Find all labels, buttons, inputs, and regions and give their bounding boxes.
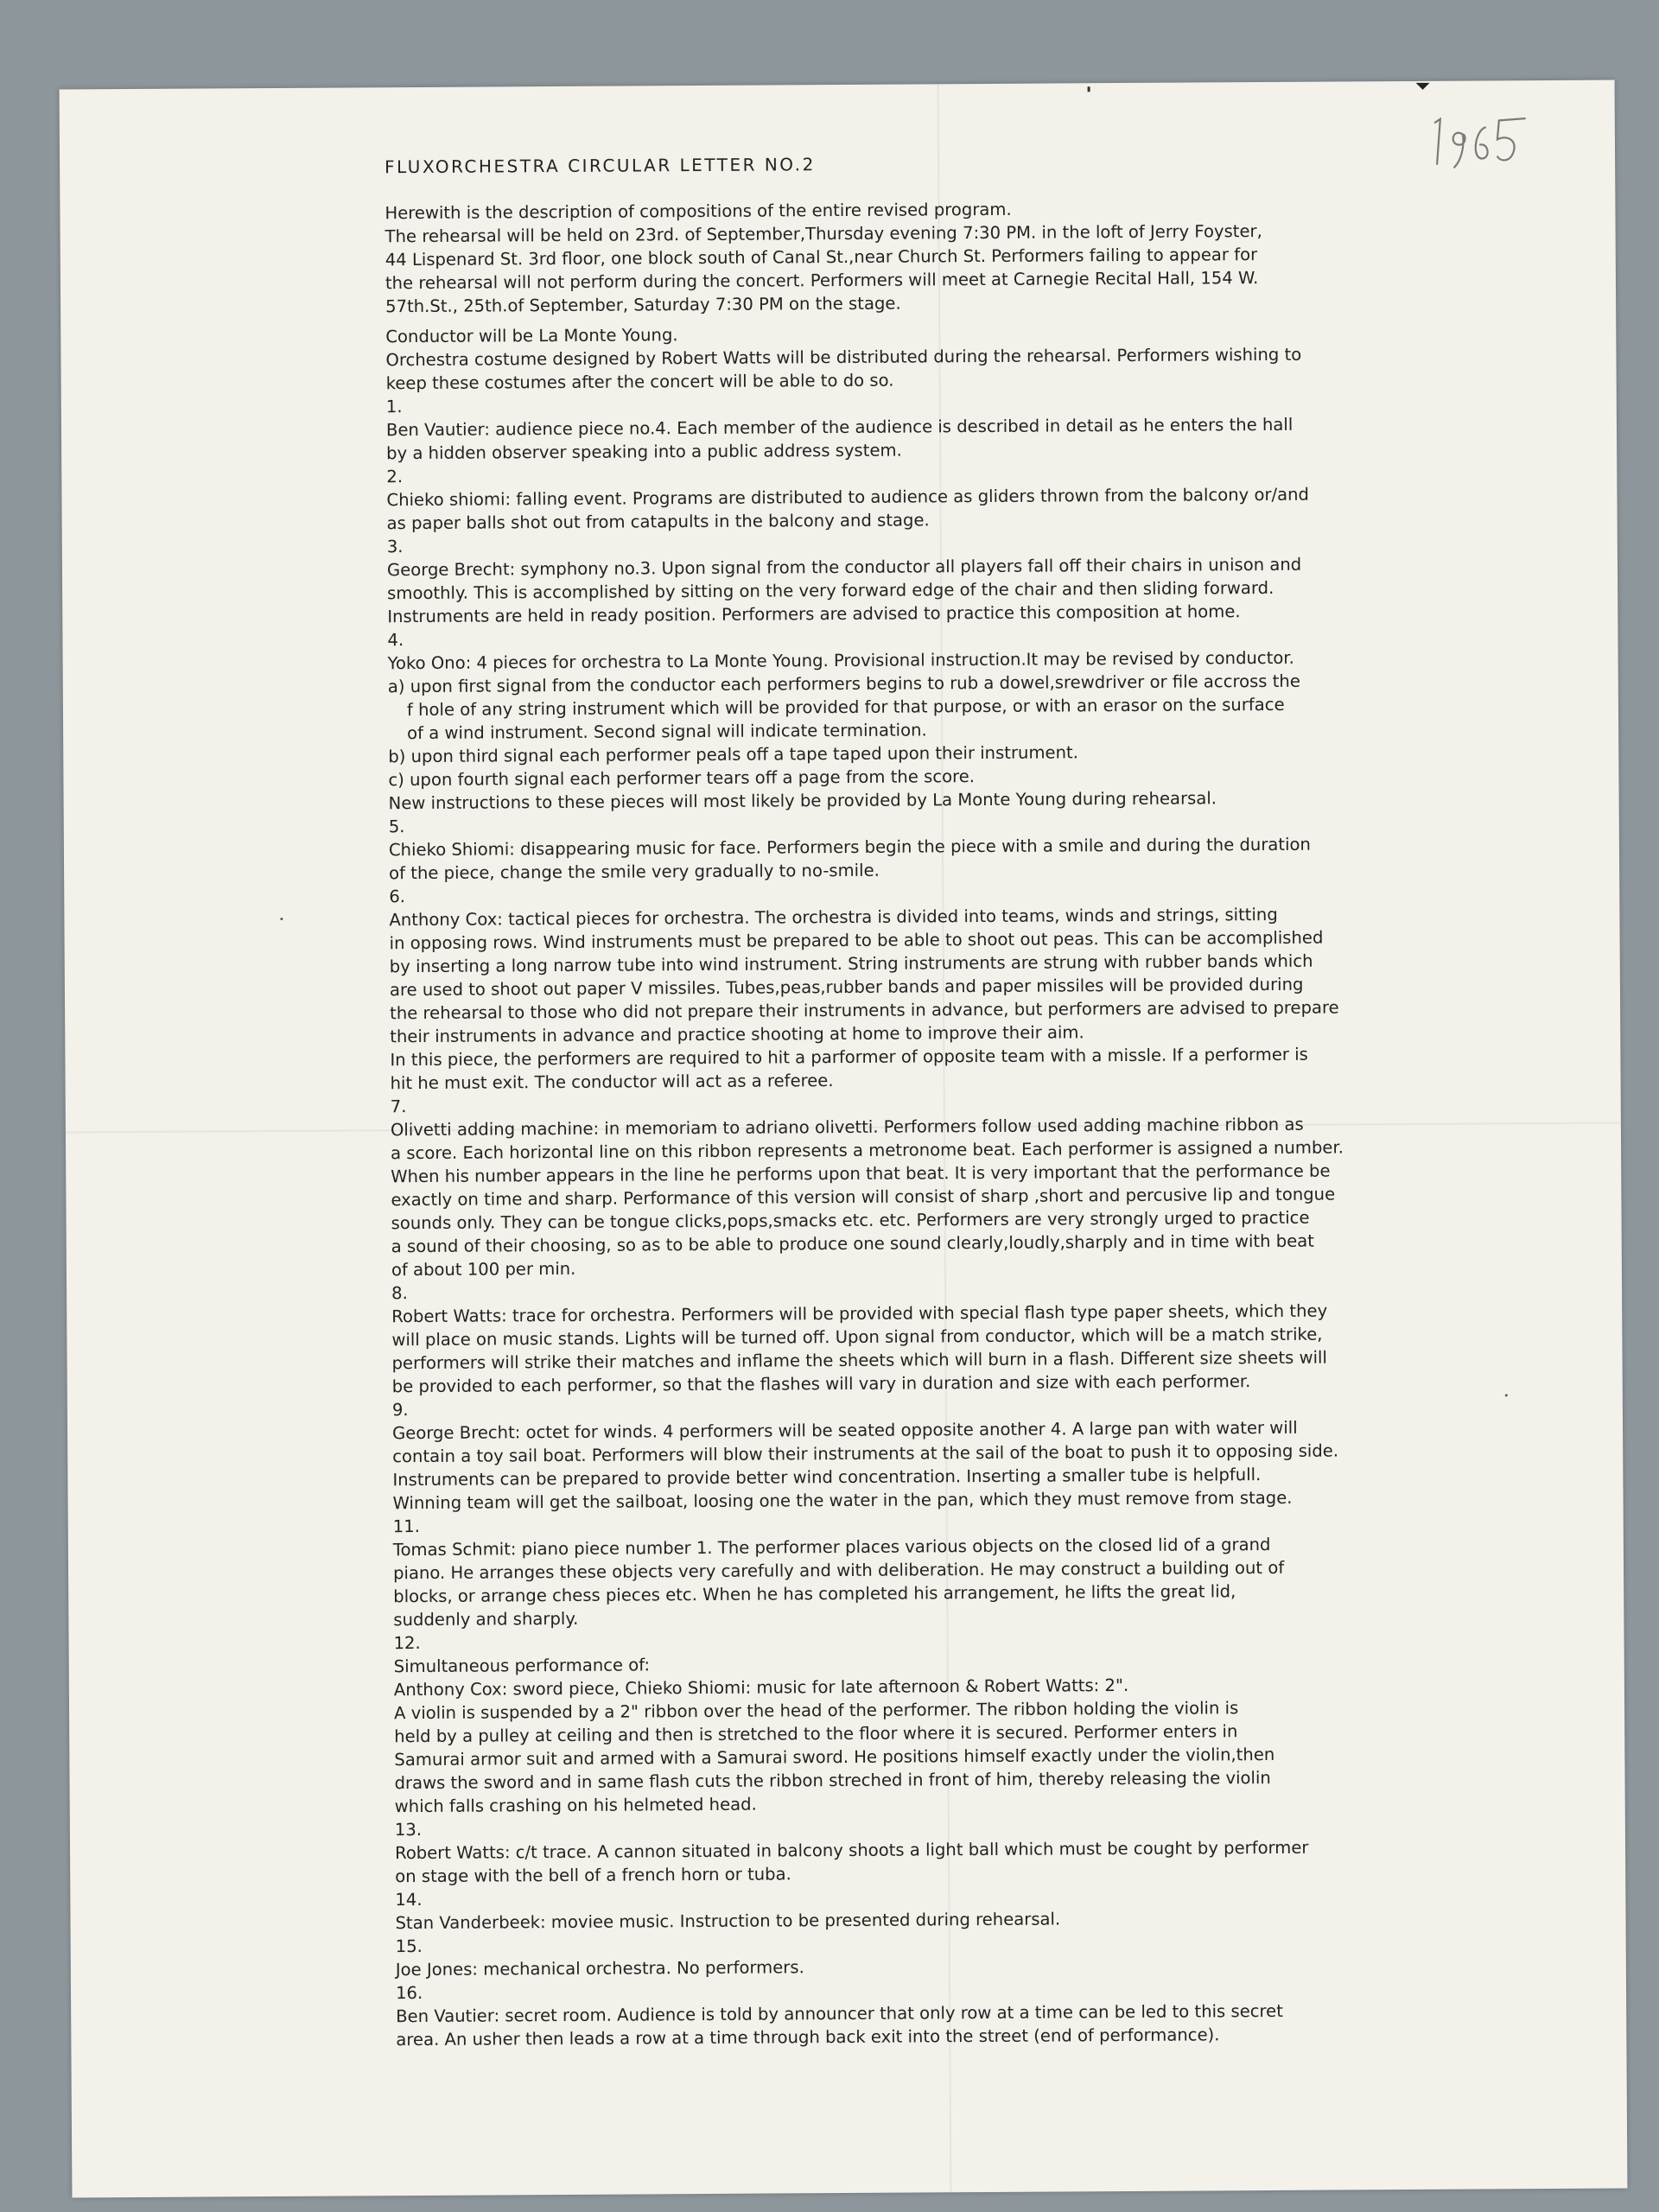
text-line: contain a toy sail boat. Performers will blow their instruments at the sail of the boat to push it to opposing side. bbox=[392, 1440, 1339, 1467]
piece-number: 6. bbox=[389, 887, 406, 907]
text-line: The rehearsal will be held on 23rd. of September,Thursday evening 7:30 PM. in the loft of Jerry Foyster, bbox=[385, 221, 1262, 247]
text-line: area. An usher then leads a row at a time through back exit into the street (end of performance). bbox=[396, 2024, 1220, 2050]
text-line: as paper balls shot out from catapults in the balcony and stage. bbox=[386, 510, 930, 534]
text-line: Simultaneous performance of: bbox=[393, 1655, 651, 1677]
text-line: c) upon fourth signal each performer tears off a page from the score. bbox=[388, 766, 976, 791]
text-line: a sound of their choosing, so as to be able to produce one sound clearly,loudly,sharply and in time with beat bbox=[391, 1230, 1314, 1257]
text-line: b) upon third signal each performer peals off a tape taped upon their instrument. bbox=[388, 742, 1078, 767]
text-line: Winning team will get the sailboat, loosing one the water in the pan, which they must remove from stage. bbox=[392, 1487, 1293, 1514]
text-line: of the piece, change the smile very gradually to no-smile. bbox=[389, 860, 880, 884]
text-line: Herewith is the description of compositions of the entire revised program. bbox=[385, 199, 1012, 224]
text-line: Stan Vanderbeek: moviee music. Instruction to be presented during rehearsal. bbox=[395, 1909, 1061, 1934]
text-line: Ben Vautier: audience piece no.4. Each member of the audience is described in detail as he enters the hall bbox=[385, 414, 1294, 441]
text-line: smoothly. This is accomplished by sitting on the very forward edge of the chair and then sliding forward. bbox=[387, 577, 1274, 604]
text-line: Chieko shiomi: falling event. Programs are distributed to audience as gliders thrown from the balcony or/and bbox=[386, 484, 1310, 511]
text-line: draws the sword and in same flash cuts the ribbon streched in front of him, thereby releasing the violin bbox=[394, 1767, 1271, 1794]
handwritten-year-note bbox=[1428, 105, 1533, 183]
piece-number: 1. bbox=[385, 397, 403, 417]
top-edge-marks bbox=[1010, 81, 1442, 96]
text-line: of about 100 per min. bbox=[391, 1258, 576, 1281]
piece-number: 4. bbox=[387, 630, 404, 651]
text-line: Orchestra costume designed by Robert Watts will be distributed during the rehearsal. Performers wishing to bbox=[385, 344, 1302, 371]
text-line: which falls crashing on his helmeted head. bbox=[394, 1794, 757, 1817]
text-line: Instruments are held in ready position. Performers are advised to practice this composition at home. bbox=[387, 601, 1241, 627]
text-line: In this piece, the performers are required to hit a parformer of opposite team with a missle. If a performer is bbox=[390, 1044, 1308, 1071]
text-line: When his number appears in the line he performs upon that beat. It is very important that the performance be bbox=[391, 1160, 1331, 1187]
text-line: exactly on time and sharp. Performance of this version will consist of sharp ,short and percusive lip and tongue bbox=[391, 1184, 1336, 1211]
intro-paragraph bbox=[385, 195, 1422, 318]
piece-number: 16. bbox=[395, 1982, 423, 2004]
piece-number: 12. bbox=[393, 1632, 421, 1654]
text-line: sounds only. They can be tongue clicks,pops,smacks etc. etc. Performers are very strongly urged to practice bbox=[391, 1207, 1310, 1234]
text-line: a score. Each horizontal line on this ribbon represents a metronome beat. Each performer is assigned a number. bbox=[391, 1137, 1344, 1164]
text-line: New instructions to these pieces will most likely be provided by La Monte Young during rehearsal. bbox=[388, 788, 1217, 814]
text-line: 57th.St., 25th.of September, Saturday 7:30 PM on the stage. bbox=[385, 293, 901, 317]
text-line: suddenly and sharply. bbox=[393, 1608, 579, 1630]
paper-speck bbox=[280, 918, 283, 920]
text-line: Olivetti adding machine: in memoriam to adriano olivetti. Performers follow used adding machine ribbon as bbox=[390, 1114, 1304, 1141]
piece-number: 7. bbox=[390, 1096, 407, 1117]
text-line: 44 Lispenard St. 3rd floor, one block south of Canal St.,near Church St. Performers failing to appear for bbox=[385, 245, 1258, 270]
text-line: Anthony Cox: sword piece, Chieko Shiomi: music for late afternoon & Robert Watts: 2". bbox=[393, 1675, 1129, 1700]
piece-number: 14. bbox=[395, 1889, 423, 1910]
text-line: Robert Watts: trace for orchestra. Performers will be provided with special flash type paper sheets, which they bbox=[391, 1300, 1328, 1327]
text-line: be provided to each performer, so that the flashes will vary in duration and size with each performer. bbox=[391, 1371, 1251, 1397]
text-line: piano. He arranges these objects very carefully and with deliberation. He may construct a building out of bbox=[392, 1557, 1285, 1584]
text-line: Conductor will be La Monte Young. bbox=[385, 325, 678, 347]
letter-page bbox=[60, 80, 1628, 2198]
piece-number: 5. bbox=[388, 817, 405, 837]
text-line: on stage with the bell of a french horn or tuba. bbox=[395, 1864, 791, 1887]
text-line: the rehearsal will not perform during the concert. Performers will meet at Carnegie Recital Hall, 154 W. bbox=[385, 268, 1259, 294]
text-line: of a wind instrument. Second signal will indicate termination. bbox=[407, 720, 927, 744]
text-line: Tomas Schmit: piano piece number 1. The performer places various objects on the closed lid of a grand bbox=[392, 1534, 1271, 1560]
letter-title: FLUXORCHESTRA CIRCULAR LETTER NO.2 bbox=[385, 154, 816, 178]
text-line: their instruments in advance and practice shooting at home to improve their aim. bbox=[390, 1022, 1084, 1047]
text-line: blocks, or arrange chess pieces etc. When he has completed his arrangement, he lifts the great lid, bbox=[393, 1581, 1236, 1607]
text-line: by inserting a long narrow tube into wind instrument. String instruments are strung with rubber bands which bbox=[389, 950, 1313, 977]
piece-number: 13. bbox=[394, 1819, 423, 1840]
text-line: hit he must exit. The conductor will act as a referee. bbox=[390, 1071, 834, 1094]
piece-number: 11. bbox=[392, 1516, 420, 1537]
letter-content bbox=[385, 150, 1433, 2051]
piece-number: 9. bbox=[391, 1400, 409, 1421]
text-line: in opposing rows. Wind instruments must be prepared to be able to shoot out peas. This can be accomplished bbox=[389, 927, 1324, 954]
text-line: Yoko Ono: 4 pieces for orchestra to La Monte Young. Provisional instruction.It may be revised by conductor. bbox=[387, 647, 1294, 674]
text-line: Ben Vautier: secret room. Audience is told by announcer that only row at a time can be led to this secret bbox=[396, 2000, 1283, 2027]
text-line: are used to shoot out paper V missiles. Tubes,peas,rubber bands and paper missiles will be provided during bbox=[389, 974, 1304, 1001]
text-line: will place on music stands. Lights will be turned off. Upon signal from conductor, which will be a match strike, bbox=[391, 1324, 1323, 1351]
text-line: by a hidden observer speaking into a public address system. bbox=[386, 440, 902, 464]
text-line: Chieko Shiomi: disappearing music for face. Performers begin the piece with a smile and during the duration bbox=[388, 834, 1311, 861]
text-line: a) upon first signal from the conductor each performers begins to rub a dowel,srewdriver or file accross the bbox=[387, 671, 1300, 697]
text-line: the rehearsal to those who did not prepare their instruments in advance, but performers are advised to prepare bbox=[390, 997, 1339, 1024]
text-line: Joe Jones: mechanical orchestra. No performers. bbox=[395, 1957, 804, 1980]
text-line: Instruments can be prepared to provide better wind concentration. Inserting a smaller tube is helpfull. bbox=[392, 1465, 1262, 1491]
text-line: George Brecht: symphony no.3. Upon signal from the conductor all players fall off their chairs in unison and bbox=[386, 554, 1302, 581]
piece-number: 2. bbox=[386, 467, 404, 487]
text-line: Robert Watts: c/t trace. A cannon situated in balcony shoots a light ball which must be cought by performer bbox=[394, 1837, 1309, 1864]
piece-number: 8. bbox=[391, 1283, 408, 1304]
piece-number: 3. bbox=[386, 537, 404, 557]
text-line: held by a pulley at ceiling and then is stretched to the floor where it is secured. Performer enters in bbox=[394, 1721, 1238, 1747]
text-line: keep these costumes after the concert will be able to do so. bbox=[385, 370, 894, 394]
text-line: Samurai armor suit and armed with a Samurai sword. He positions himself exactly under the violin,then bbox=[394, 1744, 1275, 1770]
text-line: George Brecht: octet for winds. 4 performers will be seated opposite another 4. A large pan with water will bbox=[392, 1417, 1298, 1444]
text-line: Anthony Cox: tactical pieces for orchestra. The orchestra is divided into teams, winds and strings, sitting bbox=[389, 904, 1278, 931]
text-line: performers will strike their matches and inflame the sheets which will burn in a flash. Different size sheets will bbox=[391, 1347, 1327, 1374]
text-line: f hole of any string instrument which will be provided for that purpose, or with an erasor on the surface bbox=[406, 694, 1285, 721]
paper-speck bbox=[1505, 1394, 1508, 1396]
program-list bbox=[385, 319, 1433, 2051]
text-line: A violin is suspended by a 2" ribbon over the head of the performer. The ribbon holding the violin is bbox=[393, 1698, 1239, 1724]
piece-number: 15. bbox=[395, 1936, 423, 1957]
